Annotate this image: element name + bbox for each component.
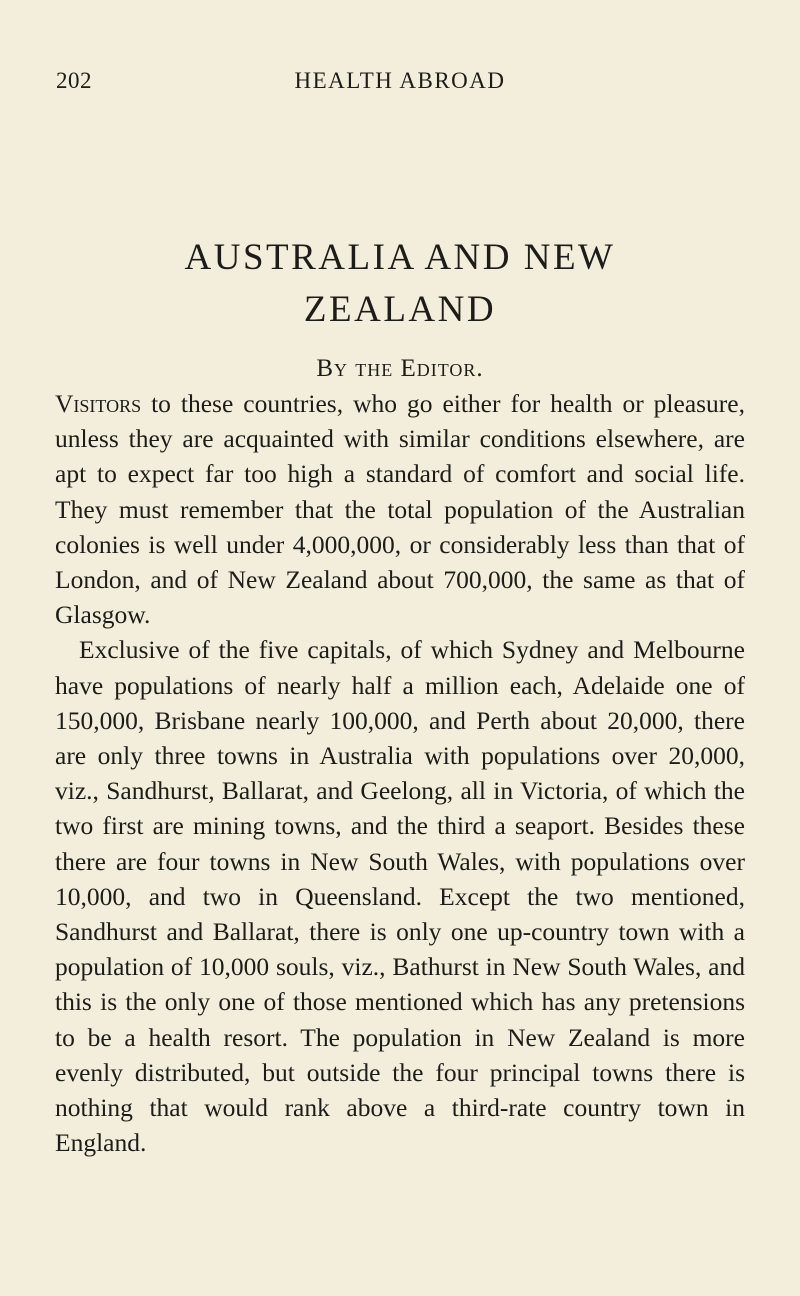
article-title-line-1: AUSTRALIA AND NEW bbox=[184, 237, 616, 278]
page-number: 202 bbox=[56, 68, 92, 93]
paragraph-2: Exclusive of the five capitals, of which Sydney and Melbourne have populations of nearly half a million each, Adelaide one of 150,000, Brisbane nearly 100,000, and Perth about 20,000, there are only three towns in Australia with populations over 20,000, viz., Sandhurst, Ballarat, and Geelong, all in Victoria, of which the two first are mining towns, and the third a seaport. Besides these there are four towns in New South Wales, with populations over 10,000, and two in Queensland. Except the two mentioned, Sandhurst and Ballarat, there is only one up-country town with a population of 10,000 souls, viz., Bathurst in New South Wales, and this is the only one of those mentioned which has any pretensions to be a health resort. The population in New Zealand is more evenly distributed, but outside the four principal towns there is nothing that would rank above a third-rate country town in England. bbox=[55, 635, 745, 1158]
article-title-line-2: ZEALAND bbox=[303, 289, 497, 330]
paragraph-1-text: to these countries, who go either for health or pleasure, unless they are acquainted with similar conditions elsewhere, are apt to expect far too high a standard of comfort and social life. They must remember that the total population of the Australian colonies is well under 4,000,000, or considerably less than that of London, and of New Zealand about 700,000, the same as that of Glasgow. bbox=[55, 389, 745, 630]
running-header: HEALTH ABROAD bbox=[294, 68, 506, 93]
paragraph-1-opening: Visitors bbox=[55, 389, 142, 418]
paragraph-1 bbox=[55, 386, 745, 632]
article-body bbox=[55, 386, 745, 1160]
byline: By the Editor. bbox=[316, 355, 484, 382]
